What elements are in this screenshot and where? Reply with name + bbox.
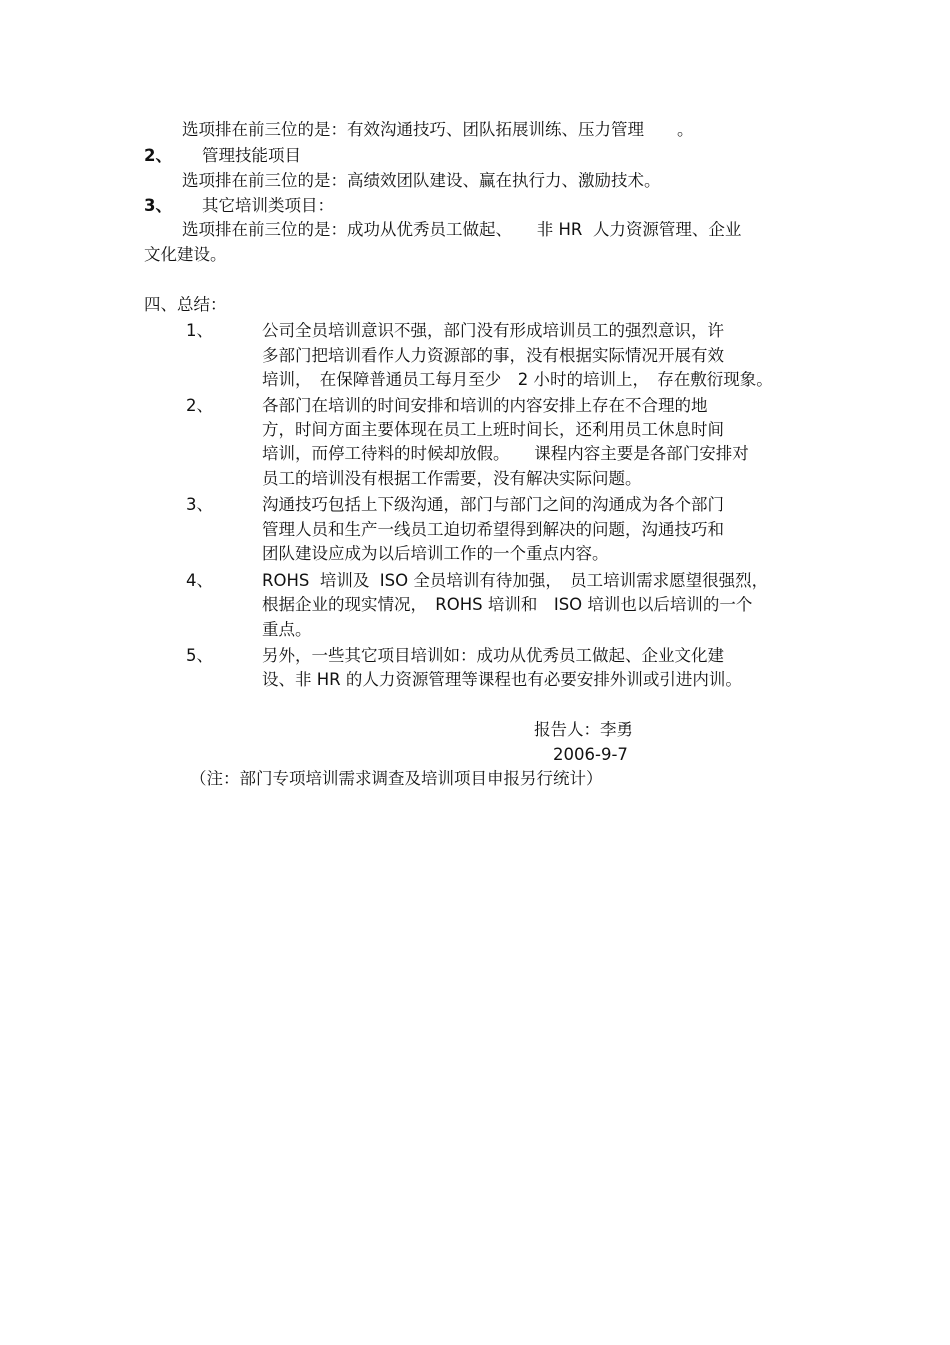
- point-number: 2、: [186, 396, 213, 415]
- point-2-line-2: 方，时间方面主要体现在员工上班时间长，还利用员工休息时间: [262, 420, 724, 439]
- point-3-line-3: 团队建设应成为以后培训工作的一个重点内容。: [262, 544, 609, 563]
- item2-title: 管理技能项目: [202, 146, 301, 165]
- point-4-line-1: ROHS 培训及 ISO 全员培训有待加强， 员工培训需求愿望很强烈，: [262, 571, 769, 590]
- point-4-line-2: 根据企业的现实情况， ROHS 培训和 ISO 培训也以后培训的一个: [262, 595, 753, 614]
- point-3-line-1: 沟通技巧包括上下级沟通，部门与部门之间的沟通成为各个部门: [262, 495, 724, 514]
- point-number: 4、: [186, 571, 213, 590]
- point-2-line-4: 员工的培训没有根据工作需要，没有解决实际问题。: [262, 469, 642, 488]
- point-number: 5、: [186, 646, 213, 665]
- point-number: 3、: [186, 495, 213, 514]
- item1-description: 选项排在前三位的是：有效沟通技巧、团队拓展训练、压力管理 。: [182, 120, 694, 139]
- item2-description: 选项排在前三位的是：高绩效团队建设、赢在执行力、激励技术。: [182, 171, 661, 190]
- point-5-line-2: 设、非 HR 的人力资源管理等课程也有必要安排外训或引进内训。: [262, 670, 742, 689]
- item3-number: 3、: [144, 196, 172, 215]
- report-date: 2006-9-7: [553, 745, 628, 764]
- item2-number: 2、: [144, 146, 172, 165]
- point-2-line-3: 培训，而停工待料的时候却放假。 课程内容主要是各部门安排对: [262, 444, 749, 463]
- point-1-line-3: 培训， 在保障普通员工每月至少 2 小时的培训上， 存在敷衍现象。: [262, 370, 773, 389]
- point-5-line-1: 另外，一些其它项目培训如：成功从优秀员工做起、企业文化建: [262, 646, 724, 665]
- point-4-line-3: 重点。: [262, 620, 312, 639]
- point-2-line-1: 各部门在培训的时间安排和培训的内容安排上存在不合理的地: [262, 396, 708, 415]
- item3-description-line2: 文化建设。: [144, 245, 227, 264]
- point-1-line-1: 公司全员培训意识不强，部门没有形成培训员工的强烈意识，许: [262, 321, 724, 340]
- item3-description-line1: 选项排在前三位的是：成功从优秀员工做起、 非 HR 人力资源管理、企业: [182, 220, 742, 239]
- point-number: 1、: [186, 321, 213, 340]
- reporter: 报告人：李勇: [534, 720, 633, 739]
- point-1-line-2: 多部门把培训看作人力资源部的事，没有根据实际情况开展有效: [262, 346, 724, 365]
- summary-heading: 四、总结：: [144, 295, 227, 314]
- footnote: （注：部门专项培训需求调查及培训项目申报另行统计）: [190, 769, 603, 788]
- item3-title: 其它培训类项目：: [202, 196, 334, 215]
- point-3-line-2: 管理人员和生产一线员工迫切希望得到解决的问题，沟通技巧和: [262, 520, 724, 539]
